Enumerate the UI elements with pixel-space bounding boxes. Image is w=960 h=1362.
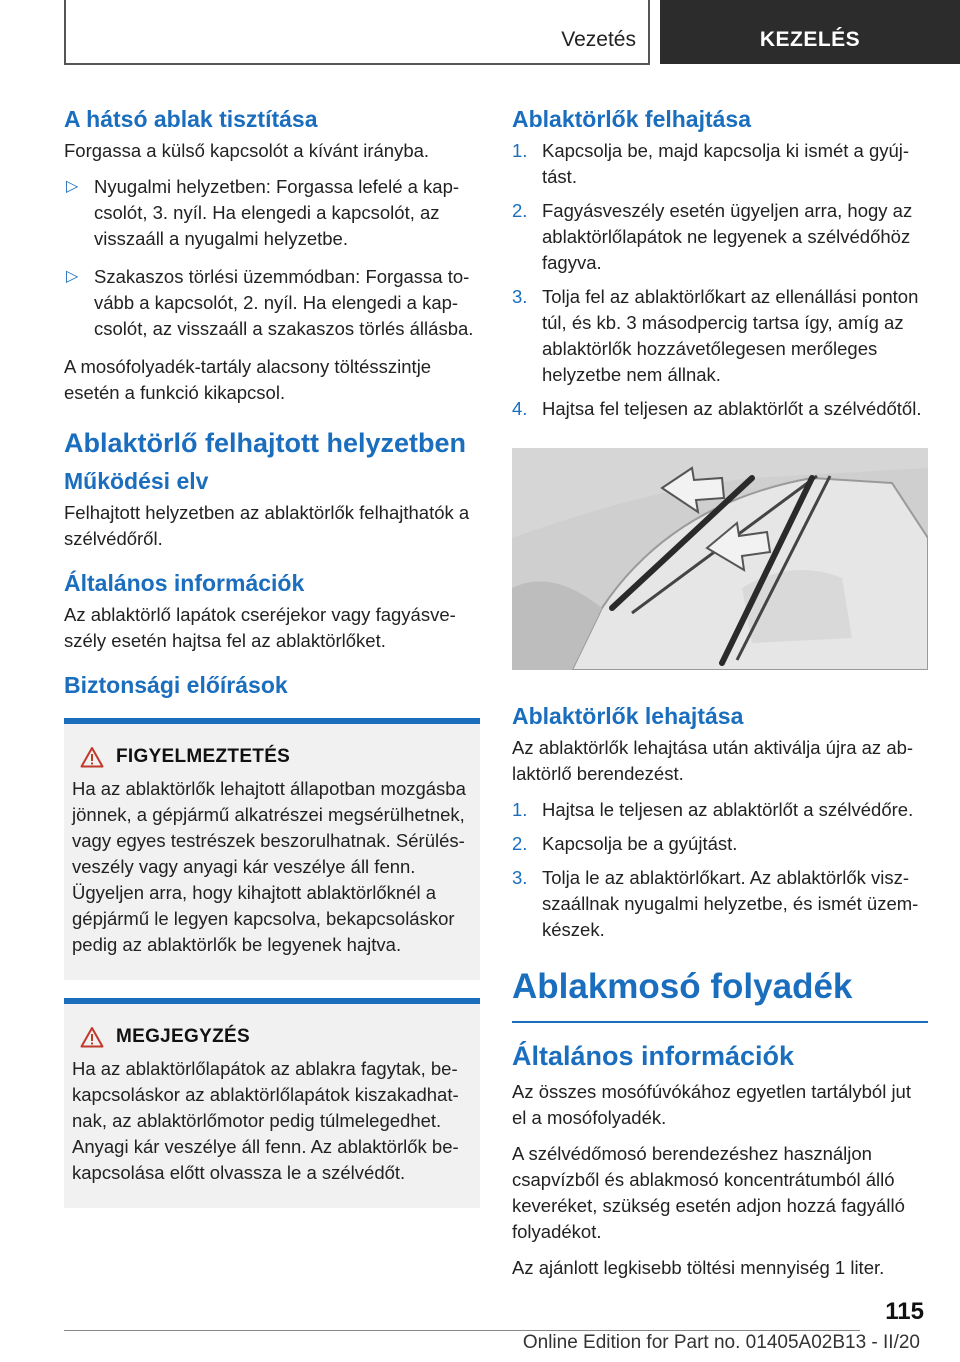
section-title-general-info: Általános információk <box>512 1041 795 1071</box>
list-item-text: Kapcsolja be a gyújtást. <box>542 833 738 854</box>
note-text: Ha az ablaktörlőlapátok az ablakra fagytak, bekapcsoláskor az ablaktörlőlapátok kiszakadhatnak, az ablaktörlőmotor pedig túlmelegedhet. Anyagi kár veszélye áll fenn. Az ablaktörlők bekapcsolása előtt olvassza le a szélvédőt. <box>72 1058 459 1183</box>
header-chapter-tab: KEZELÉS <box>660 0 960 64</box>
list-item-text: Hajtsa le teljesen az ablaktörlőt a szélvédőre. <box>542 799 914 820</box>
list-item-text: Szakaszos törlési üzemmódban: Forgassa tovább a kapcsolót, 2. nyíl. Ha elengedi a kapcsolót, az visszaáll a szakaszos törlés állásba. <box>94 266 474 339</box>
warning-box-header <box>80 746 472 768</box>
list-item-text: Nyugalmi helyzetben: Forgassa lefelé a kapcsolót, 3. nyíl. Ha elengedi a kapcsolót, az visszaáll a nyugalmi helyzetbe. <box>94 176 460 249</box>
warning-box <box>64 718 480 980</box>
paragraph: Az ablaktörlők lehajtása után aktiválja újra az ablaktörlő berendezést. <box>512 737 914 784</box>
note-box-header <box>80 1026 472 1048</box>
warning-title: FIGYELMEZTETÉS <box>116 746 291 767</box>
subsection-title-principle: Működési elv <box>64 468 209 494</box>
paragraph: Az összes mosófúvókához egyetlen tartályból jut el a mosófolyadék. <box>512 1081 911 1128</box>
warning-triangle-icon <box>80 746 104 768</box>
section-title-wipers-fold-up: Ablaktörlők felhajtása <box>512 106 752 132</box>
numbered-list <box>512 797 928 943</box>
paragraph: A szélvédőmosó berendezéshez használjon csapvízből és ablakmosó koncentrátumból álló keveréket, szükség esetén adjon hozzá fagyálló folyadékot. <box>512 1143 905 1242</box>
numbered-list <box>512 138 928 422</box>
page-header <box>0 0 960 66</box>
triangle-bullet-icon: ▷ <box>66 178 79 195</box>
bullet-list <box>64 174 480 342</box>
header-divider <box>648 0 650 64</box>
header-bottom-rule <box>64 63 650 65</box>
list-item: 1. Hajtsa le teljesen az ablaktörlőt a szélvédőre. <box>512 799 914 820</box>
paragraph: Az ajánlott legkisebb töltési mennyiség 1 liter. <box>512 1257 885 1278</box>
footer-edition-text: Online Edition for Part no. 01405A02B13 - II/20 <box>522 1332 920 1353</box>
note-title: MEGJEGYZÉS <box>116 1026 250 1047</box>
list-item: 1. Kapcsolja be, majd kapcsolja ki ismét a gyújtást. <box>512 140 910 187</box>
paragraph: A mosófolyadék-tartály alacsony töltésszintje esetén a funkció kikapcsol. <box>64 356 432 403</box>
list-item <box>64 264 480 342</box>
footer-rule <box>64 1330 860 1331</box>
subsection-title-safety: Biztonsági előírások <box>64 672 288 698</box>
list-item: 4. Hajtsa fel teljesen az ablaktörlőt a szélvédőtől. <box>512 398 922 419</box>
warning-text: Ha az ablaktörlők lehajtott állapotban mozgásba jönnek, a gépjármű alkatrészei megsérülhetnek, vagy egyes testrészek beszorulhatnak. Sérülésveszély vagy anyagi kár veszélye áll fenn. Ügyeljen arra, hogy kihajtott ablaktörlőknél a gépjármű le legyen kapcsolva, bekapcsoláskor pedig az ablaktörlők be legyenek hajtva. <box>72 778 466 955</box>
section-title-folded-position: Ablaktörlő felhajtott helyzetben <box>64 428 467 458</box>
triangle-bullet-icon: ▷ <box>66 268 79 285</box>
list-item: 2. Kapcsolja be a gyújtást. <box>512 833 738 854</box>
note-box <box>64 998 480 1208</box>
warning-triangle-icon <box>80 1026 104 1048</box>
list-item-text: Kapcsolja be, majd kapcsolja ki ismét a gyújtást. <box>542 140 910 187</box>
header-section-title: Vezetés <box>561 28 636 51</box>
section-title-rear-window: A hátsó ablak tisztítása <box>64 106 318 132</box>
list-item: 3. Tolja fel az ablaktörlőkart az ellenállási ponton túl, és kb. 3 másodpercig tartsa így, amíg az ablaktörlők hozzávetőlegesen merőleges helyzetbe nem állnak. <box>512 286 919 385</box>
paragraph: Felhajtott helyzetben az ablaktörlők felhajthatók a szélvédőről. <box>64 502 470 549</box>
left-column <box>64 100 480 1224</box>
paragraph: Forgassa a külső kapcsolót a kívánt irányba. <box>64 140 430 161</box>
right-column <box>512 100 928 1291</box>
paragraph: Az ablaktörlő lapátok cseréjekor vagy fagyásveszély esetén hajtsa fel az ablaktörlőket. <box>64 604 456 651</box>
chapter-title-washer-fluid: Ablakmosó folyadék <box>512 965 928 1023</box>
list-item-text: Hajtsa fel teljesen az ablaktörlőt a szélvédőtől. <box>542 398 922 419</box>
wiper-illustration <box>512 448 928 670</box>
list-item-text: Tolja fel az ablaktörlőkart az ellenállási ponton túl, és kb. 3 másodpercig tartsa így, amíg az ablaktörlők hozzávetőlegesen merőleges helyzetbe nem állnak. <box>542 286 919 385</box>
list-item-text: Tolja le az ablaktörlőkart. Az ablaktörlők viszszaállnak nyugalmi helyzetbe, és ismét üzemkészek. <box>542 867 919 940</box>
list-item <box>64 174 480 252</box>
header-left-rule <box>64 0 66 64</box>
list-item: 3. Tolja le az ablaktörlőkart. Az ablaktörlők viszszaállnak nyugalmi helyzetbe, és ismét üzemkészek. <box>512 867 919 940</box>
list-item: 2. Fagyásveszély esetén ügyeljen arra, hogy az ablaktörlőlapátok ne legyenek a szélvédőhöz fagyva. <box>512 200 913 273</box>
section-title-wipers-fold-down: Ablaktörlők lehajtása <box>512 703 744 729</box>
subsection-title-general-info: Általános információk <box>64 570 305 596</box>
list-item-text: Fagyásveszély esetén ügyeljen arra, hogy az ablaktörlőlapátok ne legyenek a szélvédőhöz fagyva. <box>542 200 913 273</box>
page-number: 115 <box>885 1298 924 1325</box>
